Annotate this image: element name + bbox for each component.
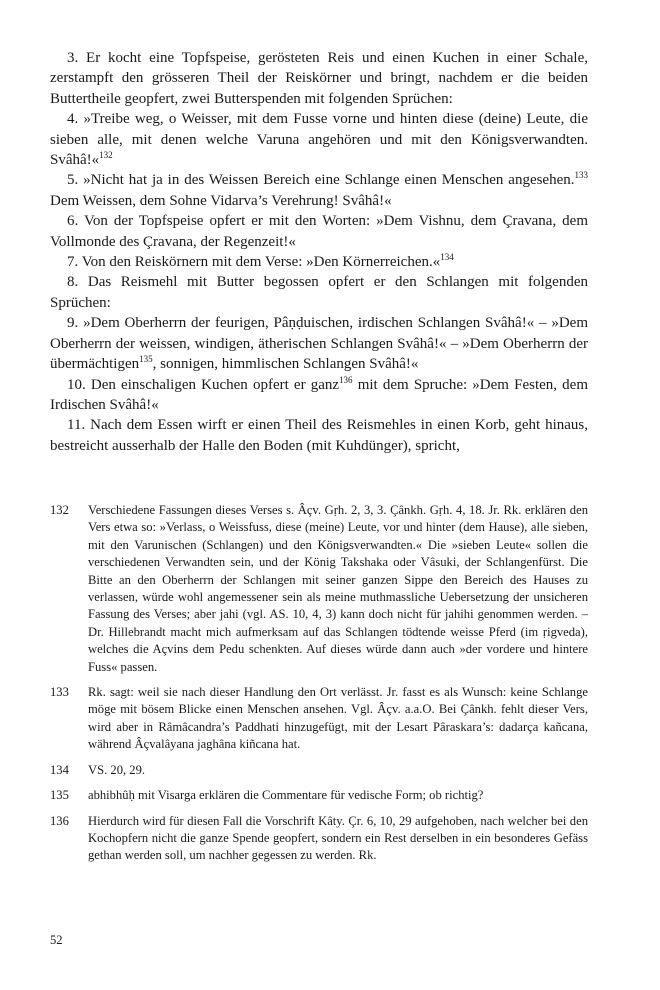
- paragraph-text: 4. »Treibe weg, o Weisser, mit dem Fusse vorne und hinten diese (deine) Leute, die sieben alle, mit denen welche Varuna angehören und mit den Königsverwandten. Svâhâ!«: [50, 111, 588, 169]
- footnote-number: 135: [50, 788, 69, 803]
- paragraph-text: 9. »Dem Oberherrn der feurigen, Pâṇḍuischen, irdischen Schlangen Svâhâ!« – »Dem Oberherrn der weissen, windigen, ätherischen Schlangen Svâhâ!« – »Dem Oberherrn der übermächtigen: [50, 315, 588, 373]
- footnote-number: 136: [50, 813, 69, 828]
- paragraph: [50, 313, 588, 374]
- page-number: 52: [50, 933, 63, 947]
- footnote-number: 132: [50, 503, 69, 517]
- footnotes: [50, 502, 588, 873]
- paragraph-text: 5. »Nicht hat ja in des Weissen Bereich eine Schlange einen Menschen angesehen.: [67, 172, 575, 189]
- footnote-ref: 136: [339, 374, 353, 385]
- footnote-text: Hierdurch wird für diesen Fall die Vorschrift Kâty. Çr. 6, 10, 29 aufgehoben, nach welcher bei den Kochopfern nicht die ganze Spende geopfert, sondern ein Rest derselben in ein besonderes Gefäss gethan werden soll, um nachher gegessen zu werden. Rk.: [88, 813, 588, 863]
- paragraph: [50, 252, 588, 272]
- paragraph: [50, 170, 588, 211]
- footnote: [50, 762, 588, 779]
- footnote: [50, 684, 588, 754]
- footnote-ref: 135: [139, 354, 153, 365]
- paragraph: [50, 375, 588, 416]
- footnote-ref: 134: [440, 252, 454, 263]
- footnote-number: 134: [50, 762, 69, 777]
- paragraph-text: 10. Den einschaligen Kuchen opfert er ganz: [67, 376, 340, 393]
- paragraph: [50, 109, 588, 170]
- paragraph-text: 7. Von den Reiskörnern mit dem Verse: »Den Körnerreichen.«: [67, 254, 441, 271]
- paragraph: [50, 211, 588, 252]
- footnote-ref: 132: [99, 150, 113, 161]
- paragraph-text: 6. Von der Topfspeise opfert er mit den Worten: »Dem Vishnu, dem Çravana, dem Vollmonde des Çravana, der Regenzeit!«: [50, 213, 588, 250]
- footnote: [50, 502, 588, 676]
- paragraph: [50, 48, 588, 109]
- paragraph: [50, 415, 588, 456]
- footnote-ref: 133: [574, 170, 588, 181]
- paragraph-text: , sonnigen, himmlischen Schlangen Svâhâ!«: [152, 356, 419, 373]
- footnote: [50, 813, 588, 865]
- paragraph-text: 8. Das Reismehl mit Butter begossen opfert er den Schlangen mit folgenden Sprüchen:: [50, 274, 588, 311]
- footnote-text: Verschiedene Fassungen dieses Verses s. Âçv. Gṛh. 2, 3, 3. Çânkh. Gṛh. 4, 18. Jr. Rk. erklären den Vers etwa so: »Verlass, o Weissfuss, diese (meine) Leute, vor und hinter (dem Hause), alle sieben, mit den Varunischen (Schlangen) und den Königsverwandten.« Die »sieben Leute« sollen die verschiedenen Verwandten sein, und der König Takshaka oder Vâsuki, der Schlangenfürst. Die Bitte an den Oberherrn der Schlangen mit seiner ganzen Sippe den Bereich des Hauses zu verlassen, würde wohl angemessener sein als meine muthmassliche Uebersetzung der unsicheren Fassung des Verses; aber jahi (vgl. AS. 10, 4, 3) kann doch nicht für jahihi genommen werden. – Dr. Hillebrandt macht mich aufmerksam auf das Schlangen tödtende weisse Pferd (im ṛigveda), welches die Açvins dem Pedu schenkten. Auf dieses würde dann auch »der vordere und hintere Fuss« passen.: [88, 503, 588, 674]
- paragraph: [50, 272, 588, 313]
- footnote-text: Rk. sagt: weil sie nach dieser Handlung den Ort verlässt. Jr. fasst es als Wunsch: keine Schlange möge mit bösem Blicke einen Menschen ansehen. Vgl. Âçv. a.a.O. Bei Çânkh. fehlt dieser Vers, wird aber in Râmâcandra’s Paddhati hinzugefügt, mit der Lesart Pâraskara’s: dadarça kañcana, während Âçvalâyana jaghâna kiñcana hat.: [88, 685, 588, 752]
- footnote: [50, 787, 588, 804]
- paragraph-text: 11. Nach dem Essen wirft er einen Theil des Reismehles in einen Korb, geht hinaus, bestreicht ausserhalb der Halle den Boden (mit Kuhdünger), spricht,: [50, 417, 588, 454]
- footnote-number: 133: [50, 685, 69, 700]
- paragraph-text: 3. Er kocht eine Topfspeise, gerösteten Reis und einen Kuchen in einer Schale, zerstampft den grösseren Theil der Reiskörner und bringt, nachdem er die beiden Buttertheile geopfert, zwei Butterspenden mit folgenden Sprüchen:: [50, 50, 588, 107]
- paragraph-text: Dem Weissen, dem Sohne Vidarva’s Verehrung! Svâhâ!«: [50, 192, 392, 209]
- footnote-text: abhibhûḥ mit Visarga erklären die Commentare für vedische Form; ob richtig?: [88, 788, 484, 803]
- footnote-text: VS. 20, 29.: [88, 762, 146, 777]
- main-text: [50, 48, 588, 456]
- paragraph-text: mit dem Spruche: »Dem Festen, dem Irdischen Svâhâ!«: [50, 376, 588, 413]
